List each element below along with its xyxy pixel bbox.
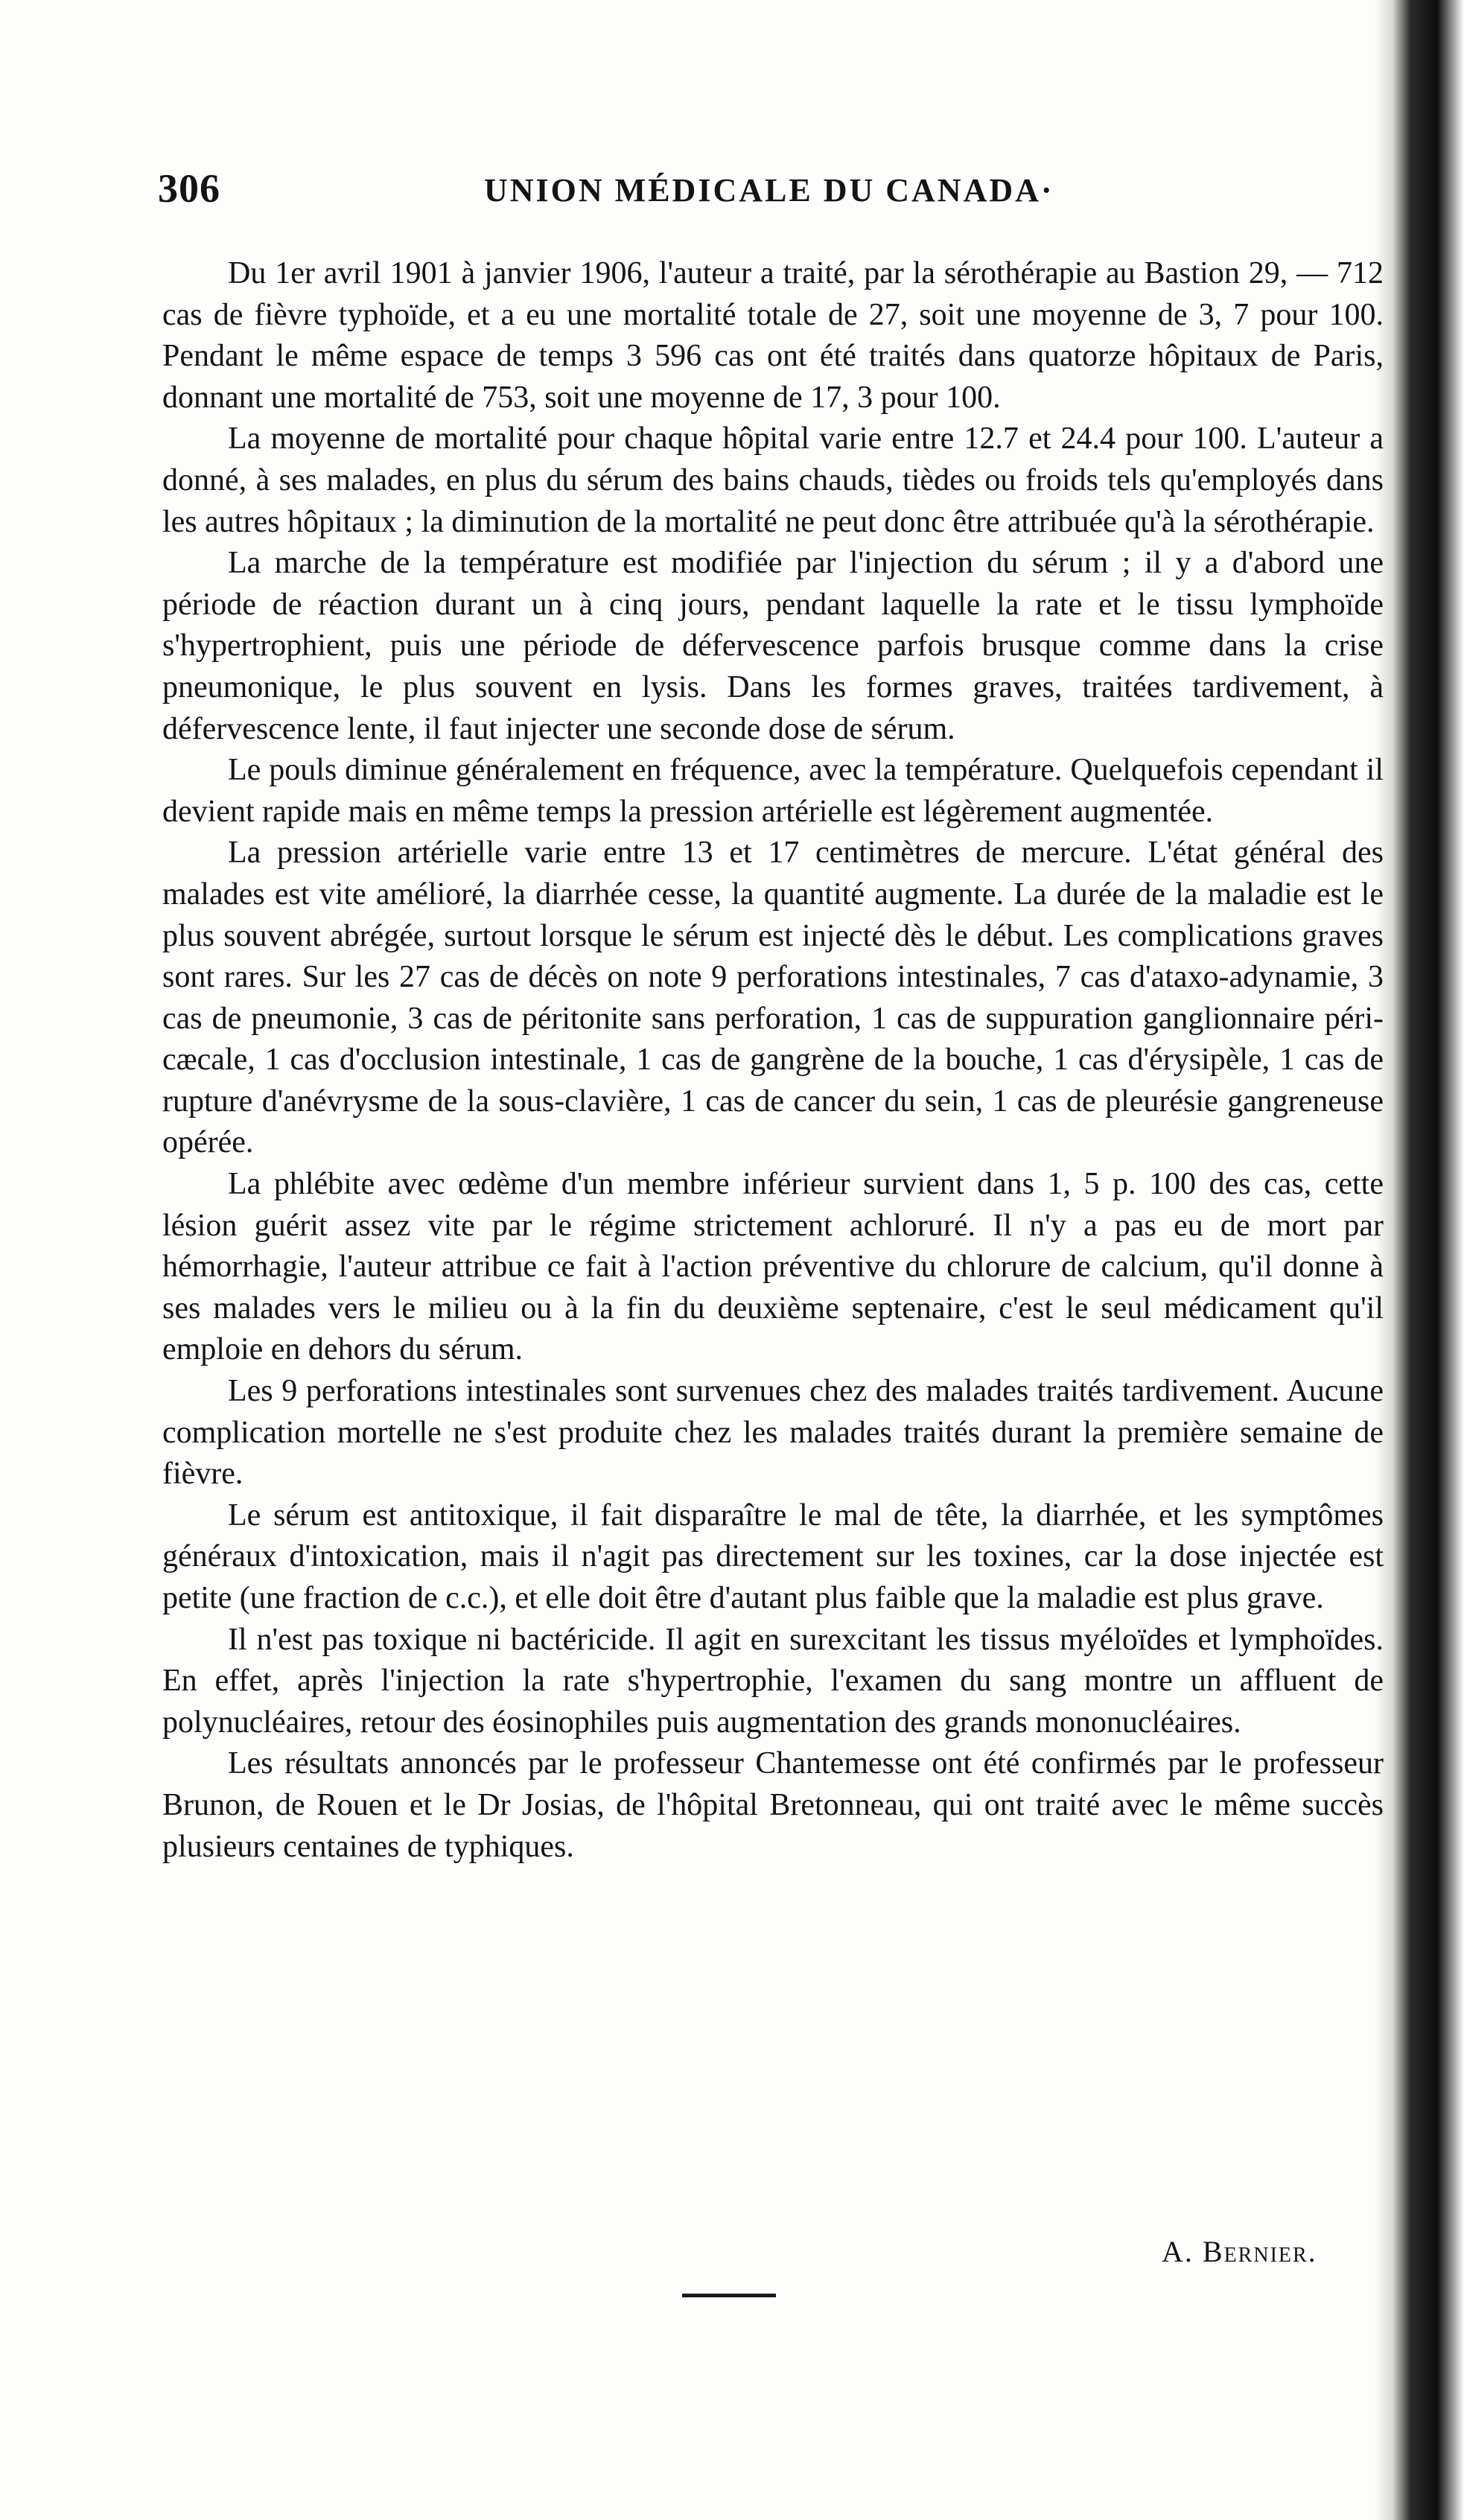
paragraph: La moyenne de mortalité pour chaque hôpital varie entre 12.7 et 24.4 pour 100. L'auteur a donné, à ses malades, en plus du sérum des bains chauds, tièdes ou froids tels qu'employés dans les autres hôpitaux ; la diminution de la mortalité ne peut donc être attribuée qu'à la sérothérapie. [162,421,1384,539]
paragraph: Les 9 perforations intestinales sont survenues chez des malades traités tardivement. Aucune complication mortelle ne s'est produite chez les malades traités durant la première semaine de fièvre. [162,1374,1384,1492]
paragraph: La pression artérielle varie entre 13 et 17 centimètres de mercure. L'état général des malades est vite amélioré, la diarrhée cesse, la quantité augmente. La durée de la maladie est le plus souvent abrégée, surtout lorsque le sérum est injecté dès le début. Les complications graves sont rares. Sur les 27 cas de décès on note 9 perforations intestinales, 7 cas d'ataxo-adynamie, 3 cas de pneumonie, 3 cas de péritonite sans perforation, 1 cas de suppuration ganglionnaire péri-cæcale, 1 cas d'occlusion intestinale, 1 cas de gangrène de la bouche, 1 cas d'érysipèle, 1 cas de rupture d'anévrysme de la sous-clavière, 1 cas de cancer du sein, 1 cas de pleurésie gangreneuse opérée. [162,836,1384,1160]
article-body [162,253,1384,1868]
paragraph: Le sérum est antitoxique, il fait disparaître le mal de tête, la diarrhée, et les symptômes généraux d'intoxication, mais il n'agit pas directement sur les toxines, car la dose injectée est petite (une fraction de c.c.), et elle doit être d'autant plus faible que la maladie est plus grave. [162,1498,1384,1615]
paragraph: La phlébite avec œdème d'un membre inférieur survient dans 1, 5 p. 100 des cas, cette lésion guérit assez vite par le régime strictement achloruré. Il n'y a pas eu de mort par hémorrhagie, l'auteur attribue ce fait à l'action préventive du chlorure de calcium, qu'il donne à ses malades vers le milieu ou à la fin du deuxième septenaire, c'est le seul médicament qu'il emploie en dehors du sérum. [162,1167,1384,1367]
author-signature: A. Bernier. [1162,2235,1317,2268]
running-title: UNION MÉDICALE DU CANADA· [484,172,1054,209]
paragraph: Les résultats annoncés par le professeur Chantemesse ont été confirmés par le professeur Brunon, de Rouen et le Dr Josias, de l'hôpital Bretonneau, qui ont traité avec le même succès plusieurs centaines de typhiques. [162,1746,1384,1864]
paragraph: La marche de la température est modifiée par l'injection du sérum ; il y a d'abord une période de réaction durant un à cinq jours, pendant laquelle la rate et le tissu lymphoïde s'hypertrophient, puis une période de défervescence parfois brusque comme dans la crise pneumonique, le plus souvent en lysis. Dans les formes graves, traitées tardivement, à défervescence lente, il faut injecter une seconde dose de sérum. [162,546,1384,746]
paragraph: Il n'est pas toxique ni bactéricide. Il agit en surexcitant les tissus myéloïdes et lymphoïdes. En effet, après l'injection la rate s'hypertrophie, l'examen du sang montre un affluent de polynucléaires, retour des éosinophiles puis augmentation des grands mononucléaires. [162,1622,1384,1740]
end-rule [682,2294,776,2297]
paragraph: Du 1er avril 1901 à janvier 1906, l'auteur a traité, par la sérothérapie au Bastion 29, — 712 cas de fièvre typhoïde, et a eu une mortalité totale de 27, soit une moyenne de 3, 7 pour 100. Pendant le même espace de temps 3 596 cas ont été traités dans quatorze hôpitaux de Paris, donnant une mortalité de 753, soit une moyenne de 17, 3 pour 100. [162,256,1384,415]
page-binding-edge [1375,0,1464,2520]
paragraph: Le pouls diminue généralement en fréquence, avec la température. Quelquefois cependant il devient rapide mais en même temps la pression artérielle est légèrement augmentée. [162,753,1384,829]
page-number: 306 [158,166,220,211]
